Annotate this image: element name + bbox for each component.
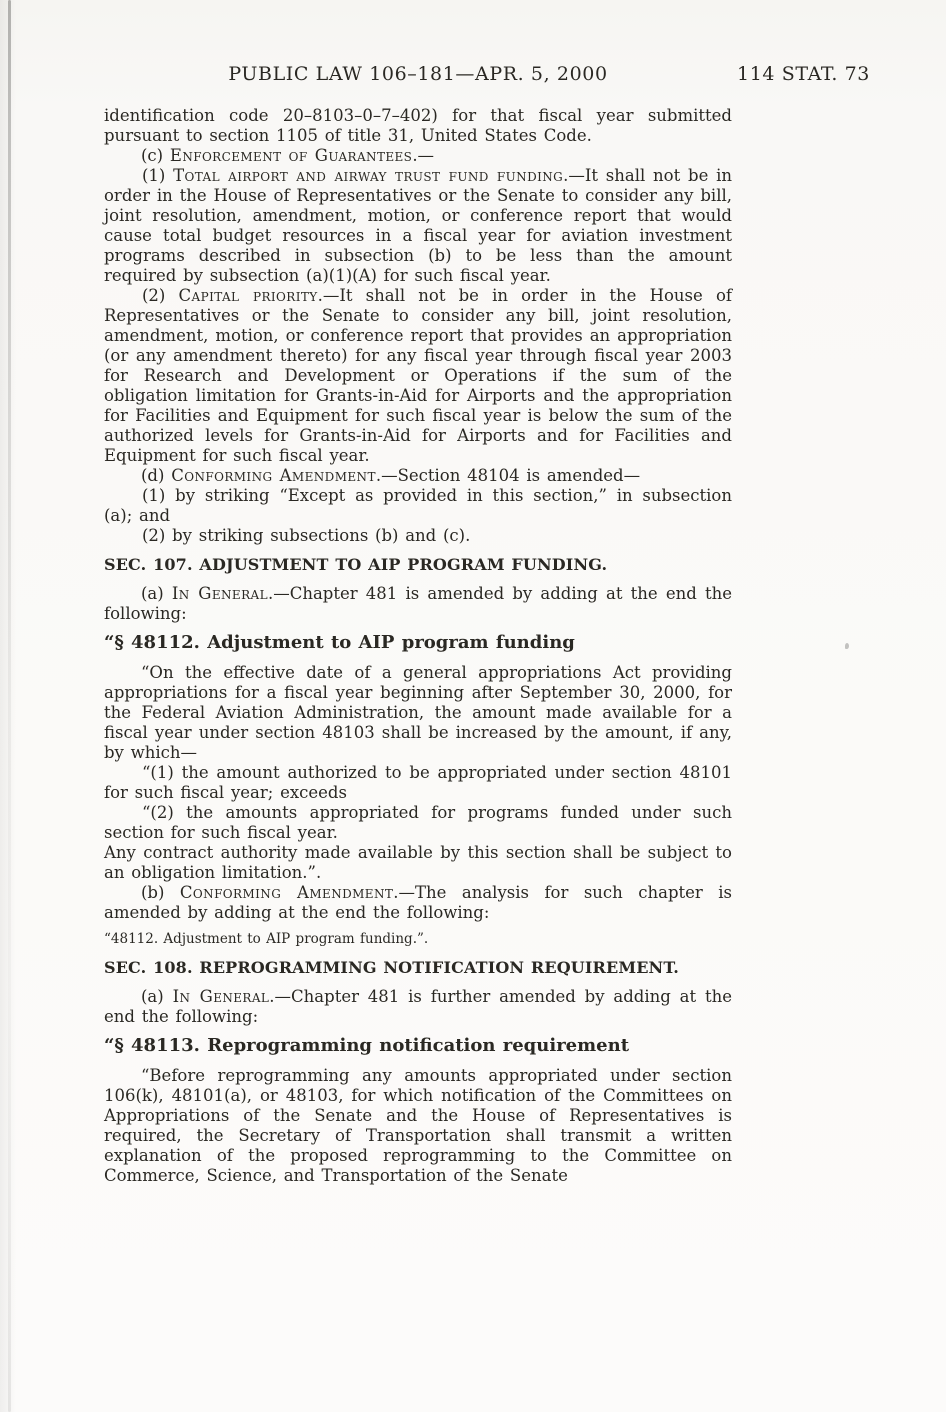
usc-48112-heading: [104, 633, 732, 653]
para-c2-capital-priority-text: (2): [142, 286, 179, 305]
sec-107-b-conforming-amendment-text: .—The analysis for such chapter is amended by adding at the end the following:: [104, 883, 733, 922]
sec-107-heading-text: SEC. 107. ADJUSTMENT TO AIP PROGRAM FUNDING.: [104, 555, 608, 574]
analysis-line-48112-text: “48112. Adjustment to AIP program funding.”.: [104, 931, 429, 947]
usc-48113-intro: [104, 1066, 732, 1186]
sec-107-b-conforming-amendment: [104, 883, 732, 923]
usc-48112-intro: [104, 663, 732, 763]
sec-107-b-conforming-amendment-text: (b): [141, 883, 180, 902]
usc-48112-p2: [104, 803, 732, 843]
subsec-d-conforming-amendment-smallcaps: Conforming Amendment: [171, 466, 376, 485]
para-c1-total-airport-airway-trust-fund-funding-text: (1): [142, 166, 174, 185]
analysis-line-48112: [104, 929, 732, 949]
sec-108-heading: [104, 958, 732, 978]
sec-108-heading-text: SEC. 108. REPROGRAMMING NOTIFICATION REQUIREMENT.: [104, 958, 680, 977]
usc-48112-closing: [104, 843, 732, 883]
sec-107-b-conforming-amendment-smallcaps: Conforming Amendment: [179, 883, 394, 902]
header-law-title: PUBLIC LAW 106–181—APR. 5, 2000: [228, 63, 608, 85]
subsec-d-conforming-amendment: [104, 466, 732, 486]
usc-48113-heading: [104, 1036, 732, 1056]
sec-107-a-in-general-text: (a): [141, 584, 172, 603]
subsec-c-enforcement-of-guarantees-text: (c): [141, 146, 170, 165]
sec-107-a-in-general: [104, 584, 732, 624]
subsec-c-enforcement-of-guarantees-smallcaps: Enforcement of Guarantees: [169, 146, 413, 165]
subsec-d-conforming-amendment-text: .—Section 48104 is amended—: [375, 466, 641, 485]
para-runover-identification-code-text: identification code 20–8103–0–7–402) for that fiscal year submitted pursuant to section 1105 of title 31, United States Code.: [104, 106, 732, 145]
sec-108-a-in-general: [104, 987, 732, 1027]
usc-48112-p1: [104, 763, 732, 803]
usc-48112-closing-text: Any contract authority made available by this section shall be subject to an obligation limitation.”.: [104, 843, 732, 882]
usc-48112-heading-text: “§ 48112. Adjustment to AIP program funding: [104, 632, 575, 653]
para-c2-capital-priority: [104, 286, 732, 466]
sec-108-a-in-general-text: (a): [141, 987, 173, 1006]
sec-107-a-in-general-text: .—Chapter 481 is amended by adding at the end the following:: [104, 584, 732, 623]
para-c2-capital-priority-smallcaps: Capital priority: [178, 286, 318, 305]
header-stat-page-number: 114 STAT. 73: [737, 63, 870, 85]
scan-edge-shadow: [8, 0, 11, 1412]
para-d1-by-striking-text: (1) by striking “Except as provided in this section,” in subsection (a); and: [104, 486, 732, 525]
para-c1-total-airport-airway-trust-fund-funding-text: .—It shall not be in order in the House of Representatives or the Senate to consider any bill, joint resolution, amendment, motion, or conference report that would cause total budget resources in a fiscal year for aviation investment programs described in subsection (b) to be less than the amount required by subsection (a)(1)(A) for such fiscal year.: [104, 166, 733, 285]
para-c2-capital-priority-text: .—It shall not be in order in the House of Representatives or the Senate to consider any bill, joint resolution, amendment, motion, or conference report that provides an appropriation (or any amendment thereto) for any fiscal year through fiscal year 2003 for Research and Development or Operations if the sum of the obligation limitation for Grants-in-Aid for Airports and the appropriation for Facilities and Equipment for such fiscal year is below the sum of the authorized levels for Grants-in-Aid for Airports and for Facilities and Equipment for such fiscal year.: [104, 286, 732, 465]
usc-48112-p1-text: “(1) the amount authorized to be appropriated under section 48101 for such fiscal year; exceeds: [104, 763, 732, 802]
para-runover-identification-code: [104, 106, 732, 146]
para-d1-by-striking: [104, 486, 732, 526]
usc-48112-p2-text: “(2) the amounts appropriated for programs funded under such section for such fiscal year.: [104, 803, 732, 842]
subsec-c-enforcement-of-guarantees: [104, 146, 732, 166]
running-head: [104, 63, 870, 87]
para-d2-by-striking: [104, 526, 732, 546]
sec-108-a-in-general-smallcaps: In General: [172, 987, 270, 1006]
sec-107-heading: [104, 555, 732, 575]
usc-48112-intro-text: “On the effective date of a general appropriations Act providing appropriations for a fiscal year beginning after September 30, 2000, for the Federal Aviation Administration, the amount made available for a fiscal year under section 48103 shall be increased by the amount, if any, by which—: [104, 663, 732, 762]
subsec-d-conforming-amendment-text: (d): [141, 466, 172, 485]
document-body: [104, 106, 732, 1186]
scan-speck: [845, 643, 849, 649]
usc-48113-heading-text: “§ 48113. Reprogramming notification requirement: [104, 1035, 630, 1056]
sec-107-a-in-general-smallcaps: In General: [171, 584, 268, 603]
sec-108-a-in-general-text: .—Chapter 481 is further amended by adding at the end the following:: [104, 987, 732, 1026]
para-c1-total-airport-airway-trust-fund-funding: [104, 166, 732, 286]
subsec-c-enforcement-of-guarantees-text: .—: [412, 146, 435, 165]
para-c1-total-airport-airway-trust-fund-funding-smallcaps: Total airport and airway trust fund funding: [173, 166, 564, 185]
usc-48113-intro-text: “Before reprogramming any amounts appropriated under section 106(k), 48101(a), or 48103, for which notification of the Committees on Appropriations of the Senate and the House of Representatives is required, the Secretary of Transportation shall transmit a written explanation of the proposed reprogramming to the Committee on Commerce, Science, and Transportation of the Senate: [104, 1066, 732, 1185]
para-d2-by-striking-text: (2) by striking subsections (b) and (c).: [142, 526, 471, 545]
